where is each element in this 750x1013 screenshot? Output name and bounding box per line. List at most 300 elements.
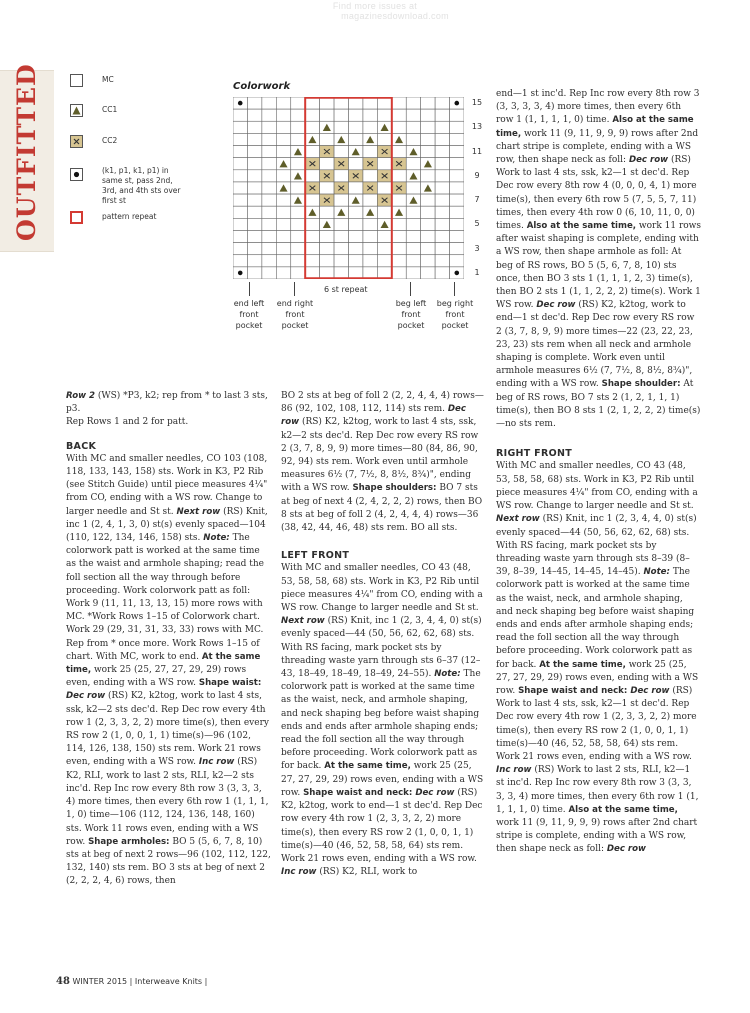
chart-cell [349, 109, 363, 121]
body-text: work 11 (9, 11, 9, 9, 9) rows after 2nd chart stripe is complete, ending with a WS row, then shape neck as foll: [496, 128, 699, 166]
chart-cell [276, 255, 290, 267]
chart-cell [305, 218, 319, 230]
body-text: end—1 st inc'd. Rep Inc row every 8th row 3 (3, 3, 3, 3, 4) more times, then every 6th row 1 (1, 1, 1, 1, 0) time. [496, 89, 700, 126]
chart-cell [349, 133, 363, 145]
chart-cell [262, 146, 276, 158]
chart-cell [450, 243, 464, 255]
body-text: (RS) Work to last 2 sts, RLI, k2—1 st inc'd. Rep Inc row every 8th row 3 (3, 3, 3, 3, 4) more times, then every 6th row 1 (1, 1, 1, 1, 0) time. [496, 765, 699, 815]
chart-cell [349, 121, 363, 133]
body-text: With MC and smaller needles, CO 103 (108, 118, 133, 143, 158) sts. Work in K3, P2 Rib (see Stitch Guide) until piece measures 4¼" from CO, ending with a WS row. Change to larger needle and St st. [66, 453, 268, 517]
section-heading-left-front: LEFT FRONT [281, 550, 350, 562]
chart-cell [363, 267, 377, 279]
chart-cell [450, 158, 464, 170]
chart-cell [233, 218, 247, 230]
chart-cell [305, 267, 319, 279]
chart-cell [334, 230, 348, 242]
chart-cell [363, 243, 377, 255]
chart-cell [435, 109, 449, 121]
text-column-1 [66, 390, 271, 889]
dot-stitch-icon [454, 271, 459, 276]
chart-cell [406, 255, 420, 267]
chart-cell [450, 255, 464, 267]
chart-cell [262, 267, 276, 279]
chart-cell [421, 206, 435, 218]
chart-cell [406, 121, 420, 133]
emph: Inc row [198, 757, 235, 768]
chart-cell [421, 194, 435, 206]
chart-cell [334, 267, 348, 279]
chart-cell [450, 182, 464, 194]
chart-cell [334, 121, 348, 133]
chart-cell [435, 206, 449, 218]
emph: Dec row [630, 685, 670, 696]
chart-cell [363, 170, 377, 182]
chart-row-number: 9 [474, 170, 480, 180]
chart-cell [233, 194, 247, 206]
emph: Shape shoulders: [352, 483, 437, 494]
chart-cell [262, 243, 276, 255]
body-text: (RS) K2, RLI, work to [316, 867, 418, 878]
emph: At the same time, [324, 761, 411, 772]
chart-cell [450, 218, 464, 230]
emph: Next row [496, 514, 540, 525]
section-heading-back: BACK [66, 440, 97, 452]
text-column-3 [496, 88, 701, 857]
legend-label: CC1 [102, 105, 118, 114]
chart-cell [262, 218, 276, 230]
chart-cell [421, 109, 435, 121]
chart-cell [247, 158, 261, 170]
chart-cell [435, 133, 449, 145]
emph: Dec row [536, 300, 576, 311]
emph: Dec row [628, 155, 669, 166]
chart-cell [262, 109, 276, 121]
chart-cell [450, 121, 464, 133]
chart-cell [363, 146, 377, 158]
chart-cell [377, 243, 391, 255]
chart-cell [363, 218, 377, 230]
chart-cell [363, 230, 377, 242]
pocket-markers [233, 282, 474, 352]
chart-cell [392, 218, 406, 230]
emph: At the same time, [66, 651, 261, 676]
chart-cell [392, 97, 406, 109]
chart-row-number: 11 [471, 146, 483, 156]
chart-cell [276, 146, 290, 158]
chart-cell [421, 267, 435, 279]
legend-label: (k1, p1, k1, p1) in same st, pass 2nd, 3rd, and 4th sts over first st [102, 166, 181, 205]
chart-cell [247, 121, 261, 133]
chart-cell [450, 146, 464, 158]
chart-cell [421, 218, 435, 230]
colorwork-chart [233, 97, 464, 279]
chart-cell [247, 218, 261, 230]
chart-cell [305, 121, 319, 133]
chart-cell [392, 109, 406, 121]
chart-cell [435, 218, 449, 230]
emph: Also at the same time, [568, 804, 678, 815]
legend-label: MC [102, 75, 114, 84]
marker-tick [410, 282, 411, 296]
chart-cell [262, 182, 276, 194]
chart-cell [421, 121, 435, 133]
chart-cell [349, 230, 363, 242]
chart-cell [320, 133, 334, 145]
emph: Dec row [606, 844, 646, 855]
emph: Next row [176, 506, 221, 517]
chart-cell [247, 133, 261, 145]
chart-cell [377, 267, 391, 279]
chart-cell [291, 158, 305, 170]
chart-cell [233, 255, 247, 267]
chart-cell [334, 243, 348, 255]
chart-cell [320, 243, 334, 255]
chart-cell [363, 121, 377, 133]
cc1-triangle-icon [70, 104, 83, 117]
chart-cell [262, 170, 276, 182]
chart-cell [435, 243, 449, 255]
body-text: (RS) Work to last 4 sts, ssk, k2—1 st dec'd. Rep Dec row every 4th row 1 (2, 3, 3, 2, 2) more time(s), then every RS row 2 (1, 0, 0, 1, 1) time(s)—40 (46, 52, 58, 58, 64) sts rem. Work 21 rows even, ending with a WS row. [496, 685, 697, 762]
body-text: At beg of RS rows, BO 7 sts 2 (1, 2, 1, 1, 1) time(s), then BO 8 sts 1 (2, 1, 2, 2, 2) time(s)—no sts rem. [496, 379, 701, 430]
body-text: (RS) K2, k2tog, work to last 4 sts, ssk, k2—2 sts dec'd. Rep Dec row every RS row 2 (3, 7, 8, 9, 9) more times—80 (84, 86, 90, 92, 94) sts rem. Work even until armhole measures 6½ (7, 7½, 8, 8½, 8¾)", ending with a WS row. [281, 417, 479, 494]
chart-cell [334, 109, 348, 121]
dot-stitch-icon [454, 101, 459, 106]
mc-swatch-icon [70, 74, 83, 87]
chart-cell [349, 158, 363, 170]
chart-cell [276, 218, 290, 230]
chart-cell [276, 170, 290, 182]
emph: Shape shoulder: [601, 379, 681, 390]
chart-cell [305, 243, 319, 255]
chart-cell [421, 170, 435, 182]
chart-cell [450, 194, 464, 206]
colorwork-grid [233, 97, 464, 279]
chart-cell [247, 255, 261, 267]
chart-cell [262, 158, 276, 170]
chart-cell [435, 230, 449, 242]
chart-cell [276, 194, 290, 206]
chart-cell [320, 255, 334, 267]
chart-cell [334, 255, 348, 267]
chart-cell [291, 230, 305, 242]
emph: Inc row [281, 867, 317, 878]
marker-tick [454, 282, 455, 296]
chart-cell [450, 170, 464, 182]
chart-cell [363, 109, 377, 121]
chart-cell [233, 158, 247, 170]
chart-cell [334, 146, 348, 158]
back-paragraph [66, 453, 271, 889]
chart-cell [450, 230, 464, 242]
chart-cell [421, 133, 435, 145]
chart-cell [291, 206, 305, 218]
chart-cell [406, 133, 420, 145]
chart-cell [247, 146, 261, 158]
chart-cell [276, 133, 290, 145]
emph: At the same time, [539, 659, 626, 670]
chart-cell [421, 255, 435, 267]
chart-cell [349, 97, 363, 109]
chart-cell [450, 206, 464, 218]
chart-cell [349, 182, 363, 194]
chart-row-number: 3 [474, 243, 480, 253]
page-number: 48 [56, 976, 70, 987]
dot-stitch-icon [70, 168, 83, 181]
section-tag-label: OUTFITTED [12, 63, 41, 241]
chart-cell [363, 255, 377, 267]
chart-cell [233, 146, 247, 158]
legend-label: pattern repeat [102, 212, 157, 221]
dot-stitch-icon [238, 101, 243, 106]
cc2-x-icon [70, 135, 83, 148]
chart-cell [291, 255, 305, 267]
chart-cell [262, 206, 276, 218]
chart-cell [233, 243, 247, 255]
dot-stitch-icon [238, 271, 243, 276]
page-footer [56, 976, 207, 987]
chart-cell [377, 230, 391, 242]
body-text: (RS) Knit, inc 1 (2, 3, 4, 4, 0) st(s) evenly spaced—44 (50, 56, 62, 62, 68) sts. With RS facing, mark pocket sts by threading waste yarn through sts 6–37 (12–43, 18–49, 18–49, 18–49, 24–55). [281, 616, 482, 680]
chart-cell [435, 182, 449, 194]
chart-cell [305, 146, 319, 158]
chart-cell [392, 170, 406, 182]
body-text: (WS) *P3, k2; rep from * to last 3 sts, p3. [66, 391, 268, 415]
chart-cell [392, 230, 406, 242]
chart-cell [320, 206, 334, 218]
chart-cell [392, 255, 406, 267]
chart-cell [435, 194, 449, 206]
chart-cell [276, 230, 290, 242]
text-column-2 [281, 390, 486, 879]
chart-cell [349, 218, 363, 230]
chart-cell [435, 158, 449, 170]
chart-cell [421, 97, 435, 109]
chart-cell [377, 97, 391, 109]
emph: Also at the same time, [496, 115, 694, 139]
chart-cell [435, 146, 449, 158]
marker-label-end-right: end right front pocket [276, 299, 314, 330]
row-label: Row 2 [66, 391, 96, 401]
chart-cell [406, 267, 420, 279]
chart-cell [349, 255, 363, 267]
chart-cell [349, 243, 363, 255]
chart-cell [435, 97, 449, 109]
emph: Dec row [66, 691, 106, 702]
chart-cell [320, 230, 334, 242]
emph: Note: [434, 669, 461, 680]
chart-cell [247, 267, 261, 279]
chart-cell [421, 243, 435, 255]
chart-cell [406, 109, 420, 121]
chart-cell [450, 133, 464, 145]
chart-cell [233, 170, 247, 182]
chart-cell [247, 230, 261, 242]
chart-cell [262, 230, 276, 242]
chart-row-number: 15 [471, 98, 483, 108]
emph: Dec row [415, 787, 455, 798]
body-text: work 25 (25, 27, 27, 29, 29) rows even, ending with a WS row. [496, 659, 699, 696]
chart-cell [349, 267, 363, 279]
chart-row-number: 13 [471, 122, 483, 132]
chart-cell [406, 182, 420, 194]
body-text: (RS) Work to last 4 sts, ssk, k2—1 st dec'd. Rep Dec row every 8th row 4 (0, 0, 0, 4, 1) more time(s), then every 6th row 5 (7, 5, 5, 7, 11) times, then every 4th row 0 (6, 10, 11, 0, 0) times. [496, 155, 697, 232]
pattern-repeat-icon [70, 211, 83, 224]
emph: Inc row [496, 765, 532, 776]
chart-cell [276, 243, 290, 255]
emph: Also at the same time, [526, 221, 637, 232]
chart-row-number: 1 [474, 267, 480, 277]
chart-cell [392, 243, 406, 255]
marker-label-end-left: end left front pocket [233, 299, 265, 330]
body-text: BO 5 (5, 6, 7, 8, 10) sts at beg of next 2 rows—96 (102, 112, 122, 132, 140) sts rem. BO 3 sts at beg of next 2 (2, 2, 2, 4, 6) rows, then [66, 836, 271, 887]
body-text: (RS) Knit, inc 1 (2, 3, 4, 4, 0) st(s) evenly spaced—44 (50, 56, 62, 62, 68) sts. With RS facing, mark pocket sts by threading waste yarn through sts 8–39 (8–39, 8–39, 14–45, 14–45, 14–45). [496, 514, 697, 578]
marker-tick [249, 282, 250, 296]
body-text: The colorwork patt is worked at the same time as the waist, neck, and armhole shaping, and neck shaping beg before waist shaping ends and ends after armhole shaping ends; read the foll section all the way through before proceeding. Work colorwork patt as for back. [496, 567, 695, 670]
chart-cell [305, 194, 319, 206]
left-front-paragraph [281, 562, 486, 879]
body-text: (RS) K2, RLI, work to last 2 sts, RLI, k2—2 sts inc'd. Rep Inc row every 8th row 3 (3, 3, 3, 4) more times, then every 6th row 1 (1, 1, 1, 1, 0) time—106 (112, 124, 136, 148, 160) sts. Work 11 rows even, ending with a WS row. [66, 757, 269, 847]
chart-cell [406, 97, 420, 109]
marker-tick [294, 282, 295, 296]
chart-cell [276, 267, 290, 279]
chart-cell [233, 206, 247, 218]
chart-cell [377, 255, 391, 267]
chart-cell [247, 170, 261, 182]
chart-cell [435, 170, 449, 182]
chart-cell [233, 109, 247, 121]
body-text: work 11 (9, 11, 9, 9, 9) rows after 2nd chart stripe is complete, ending with a WS row, then shape neck as foll: [496, 817, 698, 855]
chart-cell [291, 97, 305, 109]
chart-cell [450, 109, 464, 121]
chart-cell [320, 182, 334, 194]
chart-cell [276, 97, 290, 109]
body-text: work 11 rows after waist shaping is complete, ending with a WS row, then shape armhole as foll: At beg of RS rows, BO 5 (5, 6, 7, 8, 10) sts once, then BO 3 sts 1 (1, 1, 1, 2, 3) time(s), then BO 2 sts 1 (1, 1, 2, 2, 2) time(s). Work 1 WS row. [496, 221, 702, 311]
chart-cell [262, 121, 276, 133]
chart-cell [233, 230, 247, 242]
marker-label-beg-left: beg left front pocket [395, 299, 427, 330]
chart-cell [305, 255, 319, 267]
chart-cell [435, 255, 449, 267]
chart-cell [262, 194, 276, 206]
chart-cell [291, 267, 305, 279]
chart-cell [247, 109, 261, 121]
chart-cell [421, 146, 435, 158]
watermark [0, 1, 750, 21]
chart-cell [392, 121, 406, 133]
body-text: With MC and smaller needles, CO 43 (48, 53, 58, 58, 68) sts. Work in K3, P2 Rib until piece measures 4¼" from CO, ending with a WS row. Change to larger needle and St st. [496, 461, 698, 512]
repeat-label: 6 st repeat [324, 285, 368, 294]
right-front-paragraph [496, 460, 701, 856]
chart-row-number: 7 [474, 195, 480, 205]
chart-cell [320, 97, 334, 109]
emph: Dec row [281, 404, 466, 428]
legend-label: CC2 [102, 136, 118, 145]
chart-cell [320, 267, 334, 279]
chart-cell [305, 230, 319, 242]
body-text: With MC and smaller needles, CO 43 (48, 53, 58, 58, 68) sts. Work in K3, P2 Rib until piece measures 4¼" from CO, ending with a WS row. Change to larger needle and St st. [281, 563, 483, 614]
body-text: BO 7 sts at beg of next 4 (2, 4, 2, 2, 2) rows, then BO 8 sts at beg of foll 2 (4, 2, 4, 4, 4) rows—36 (38, 42, 44, 46, 48) sts rem. BO all sts. [281, 483, 483, 534]
chart-title: Colorwork [233, 81, 291, 92]
chart-cell [305, 109, 319, 121]
chart-cell [233, 121, 247, 133]
back-continued [281, 390, 486, 535]
chart-cell [363, 194, 377, 206]
chart-cell [276, 109, 290, 121]
chart-cell [233, 182, 247, 194]
chart-cell [406, 230, 420, 242]
emph: Shape waist and neck: [303, 787, 416, 798]
chart-cell [406, 218, 420, 230]
section-heading-right-front: RIGHT FRONT [496, 448, 572, 460]
body-text: work 25 (25, 27, 27, 29, 29) rows even, ending with a WS row. [281, 761, 484, 798]
body-text: (RS) K2, k2tog, work to last 4 sts, ssk, k2—2 sts dec'd. Rep Dec row every 4th row 1 (2, 3, 3, 2, 2) more time(s), then every RS row 2 (1, 0, 0, 1, 1) time(s)—96 (102, 114, 126, 138, 150) sts rem. Work 21 rows even, ending with a WS row. [66, 691, 269, 768]
chart-cell [377, 158, 391, 170]
chart-cell [392, 267, 406, 279]
chart-cell [291, 182, 305, 194]
body-text: (RS) K2, k2tog, work to end—1 st dec'd. Rep Dec row every 4th row 1 (2, 3, 3, 2, 2) more time(s), then every RS row 2 (1, 0, 0, 1, 1) time(s)—40 (46, 52, 58, 58, 64) sts rem. Work 21 rows even, ending with a WS row. [281, 787, 483, 864]
emph: Next row [281, 616, 325, 627]
section-tag [0, 63, 54, 252]
chart-cell [247, 97, 261, 109]
chart-cell [377, 206, 391, 218]
chart-cell [377, 133, 391, 145]
chart-cell [377, 109, 391, 121]
emph: Shape waist: [198, 678, 262, 689]
chart-cell [334, 97, 348, 109]
chart-cell [406, 243, 420, 255]
chart-cell [305, 97, 319, 109]
chart-row-number: 5 [474, 219, 480, 229]
watermark-line2: magazinesdownload.com [341, 11, 449, 21]
body-text: The colorwork patt is worked at the same time as the waist and armhole shaping; read the foll section all the way through before proceeding. Work colorwork patt as foll: Work 9 (11, 11, 13, 13, 15) more rows with MC. *Work Rows 1–15 of Colorwork chart. Work 29 (29, 31, 31, 33, 33) rows with MC. Rep from * once more. Work Rows 1–15 of chart. With MC, work to end. [66, 533, 264, 662]
chart-cell [392, 194, 406, 206]
chart-cell [320, 109, 334, 121]
chart-cell [233, 133, 247, 145]
chart-cell [276, 121, 290, 133]
chart-cell [305, 170, 319, 182]
body-text: (RS) K2, k2tog, work to end—1 st dec'd. Rep Dec row every RS row 2 (3, 7, 8, 9, 9) more times—22 (23, 22, 23, 23, 23) sts rem when all neck and armhole shaping is complete. Work even until armhole measures 6½ (7, 7½, 8, 8½, 8¾)", ending with a WS row. [496, 300, 695, 390]
chart-cell [262, 133, 276, 145]
watermark-line1: Find more issues at [332, 1, 418, 11]
emph: Note: [203, 533, 230, 544]
chart-cell [291, 218, 305, 230]
chart-cell [276, 206, 290, 218]
chart-cell [291, 109, 305, 121]
chart-cell [247, 206, 261, 218]
chart-cell [406, 158, 420, 170]
emph: Shape armholes: [88, 836, 170, 847]
chart-cell [262, 255, 276, 267]
body-text: (RS) Knit, inc 1 (2, 4, 1, 3, 0) st(s) evenly spaced—104 (110, 122, 134, 146, 158) sts. [66, 506, 268, 544]
chart-cell [435, 267, 449, 279]
chart-cell [247, 243, 261, 255]
chart-cell [349, 206, 363, 218]
chart-cell [334, 170, 348, 182]
chart-cell [334, 218, 348, 230]
chart-cell [435, 121, 449, 133]
chart-cell [406, 206, 420, 218]
chart-cell [262, 97, 276, 109]
marker-label-beg-right: beg right front pocket [436, 299, 474, 330]
body-text: The colorwork patt is worked at the same time as the waist, neck, and armhole shaping, and neck shaping beg before waist shaping ends and ends after armhole shaping ends; read the foll section all the way through before proceeding. Work colorwork patt as for back. [281, 669, 481, 772]
chart-cell [291, 243, 305, 255]
chart-cell [392, 146, 406, 158]
chart-cell [377, 182, 391, 194]
emph: Shape waist and neck: [518, 685, 631, 696]
chart-cell [334, 194, 348, 206]
body-text: Rep Rows 1 and 2 for patt. [66, 417, 189, 428]
chart-cell [320, 158, 334, 170]
